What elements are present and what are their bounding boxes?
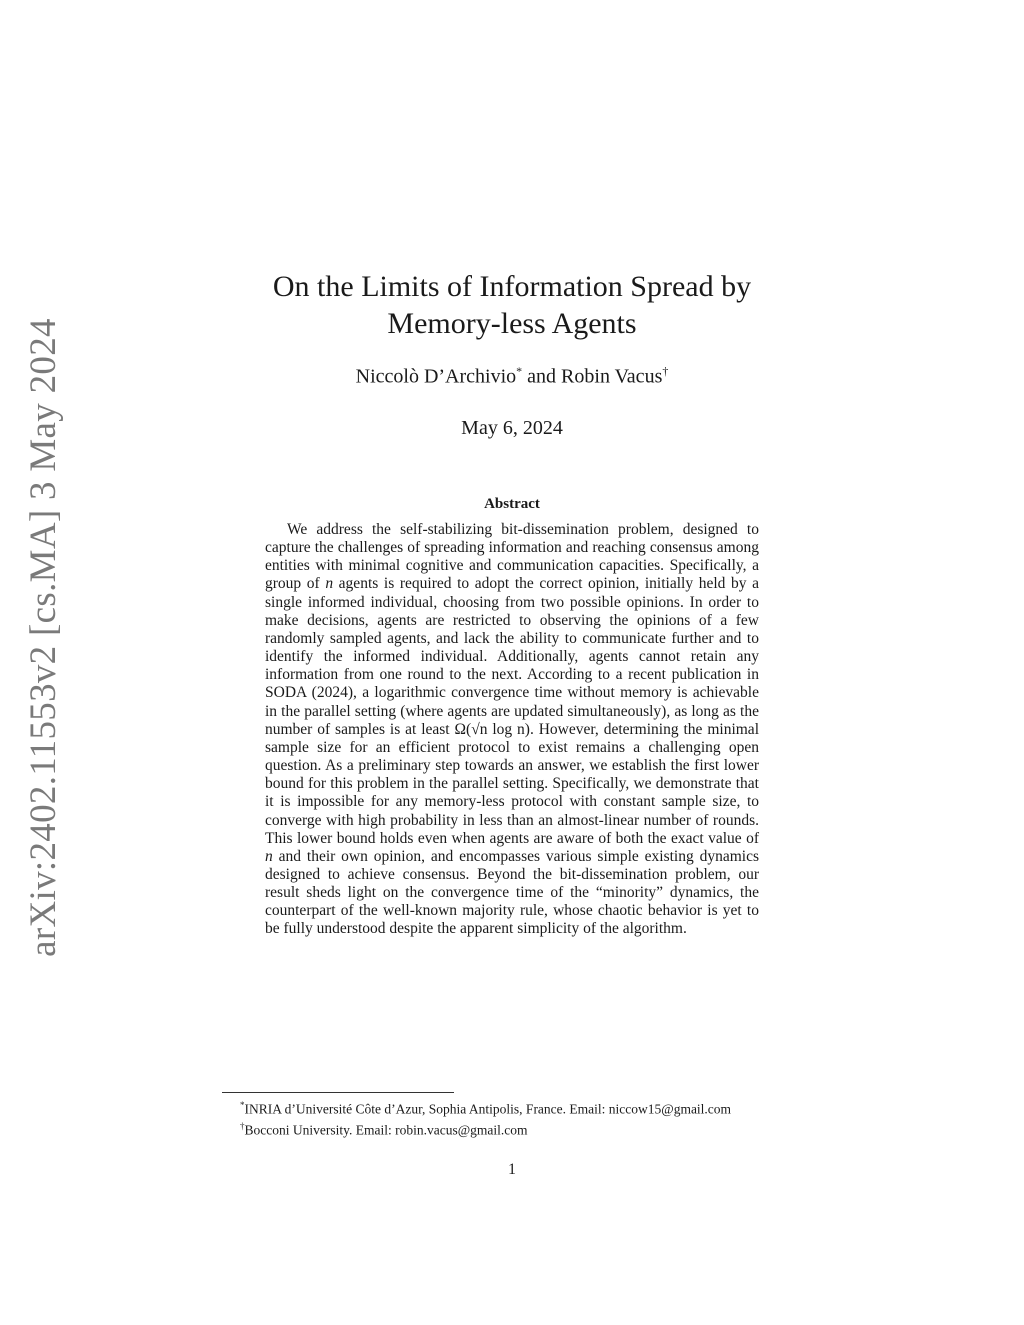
footnote-divider — [222, 1092, 454, 1093]
footnote-2-text: Bocconi University. Email: robin.vacus@gmail.com — [244, 1122, 528, 1137]
footnote-1 — [240, 1097, 820, 1118]
footnote-2-mark: † — [240, 1120, 245, 1131]
paper-title — [200, 268, 824, 342]
footnote-1-mark: * — [240, 1100, 245, 1110]
abstract-variable-n: n — [325, 575, 334, 593]
author-1-mark: * — [516, 364, 523, 378]
abstract-heading: Abstract — [484, 496, 540, 512]
arxiv-identifier-text: arXiv:2402.11553v2 [cs.MA] 3 May 2024 — [22, 318, 64, 957]
footnote-1-text: INRIA d’Université Côte d’Azur, Sophia Antipolis, France. Email: niccow15@gmail.com — [244, 1101, 732, 1117]
author-2: Robin Vacus — [561, 365, 663, 388]
paper-date: May 6, 2024 — [461, 417, 563, 439]
abstract-variable-n-2: n — [265, 847, 273, 865]
title-line-1: On the Limits of Information Spread by — [272, 270, 752, 303]
author-separator: and — [522, 365, 562, 388]
title-line-2: Memory-less Agents — [387, 307, 637, 340]
author-list — [200, 364, 824, 389]
abstract-text-2: agents is required to adopt the correct opinion, initially held by a single informed individual, choosing from two possible opinions. In order to make decisions, agents are restricted to observing the opinions of a few randomly sampled agents, and lack the ability to communicate further and to identify the informed individual. Additionally, agents cannot retain any information from one round to the next. According to a recent publication in SODA (2024), a logarithmic convergence time without memory is achievable in the parallel setting (where agents are updated simultaneously), as long as the number of samples is at least — [265, 575, 759, 738]
abstract-body — [265, 521, 759, 939]
abstract-text-1: We address the self-stabilizing bit-dissemination problem, designed to capture the challenges of spreading information and reaching consensus among entities with minimal cognitive and communication capacities. Specifically, a group of — [265, 521, 759, 593]
abstract-formula: Ω(√n log n) — [454, 720, 530, 738]
author-2-mark: † — [662, 364, 669, 378]
abstract-text-3: . However, determining the minimal sample size for an efficient protocol to exist remains a challenging open question. As a preliminary step towards an answer, we establish the first lower bound for this problem in the parallel setting. Specifically, we demonstrate that it is impossible for any memory-less protocol with constant sample size, to converge with high probability in less than an almost-linear number of rounds. This lower bound holds even when agents are aware of both the exact value of — [265, 720, 759, 847]
abstract-text-4: and their own opinion, and encompasses various simple existing dynamics designed to achieve consensus. Beyond the bit-dissemination problem, our result sheds light on the convergence time of the “minority” dynamics, the counterpart of the well-known majority rule, whose chaotic behavior is yet to be fully understood despite the apparent simplicity of the algorithm. — [265, 847, 759, 938]
footnote-2 — [240, 1118, 820, 1139]
page-number: 1 — [508, 1161, 516, 1178]
footnotes — [240, 1097, 820, 1138]
author-1: Niccolò D’Archivio — [355, 365, 517, 388]
arxiv-identifier-stamp — [16, 318, 70, 957]
